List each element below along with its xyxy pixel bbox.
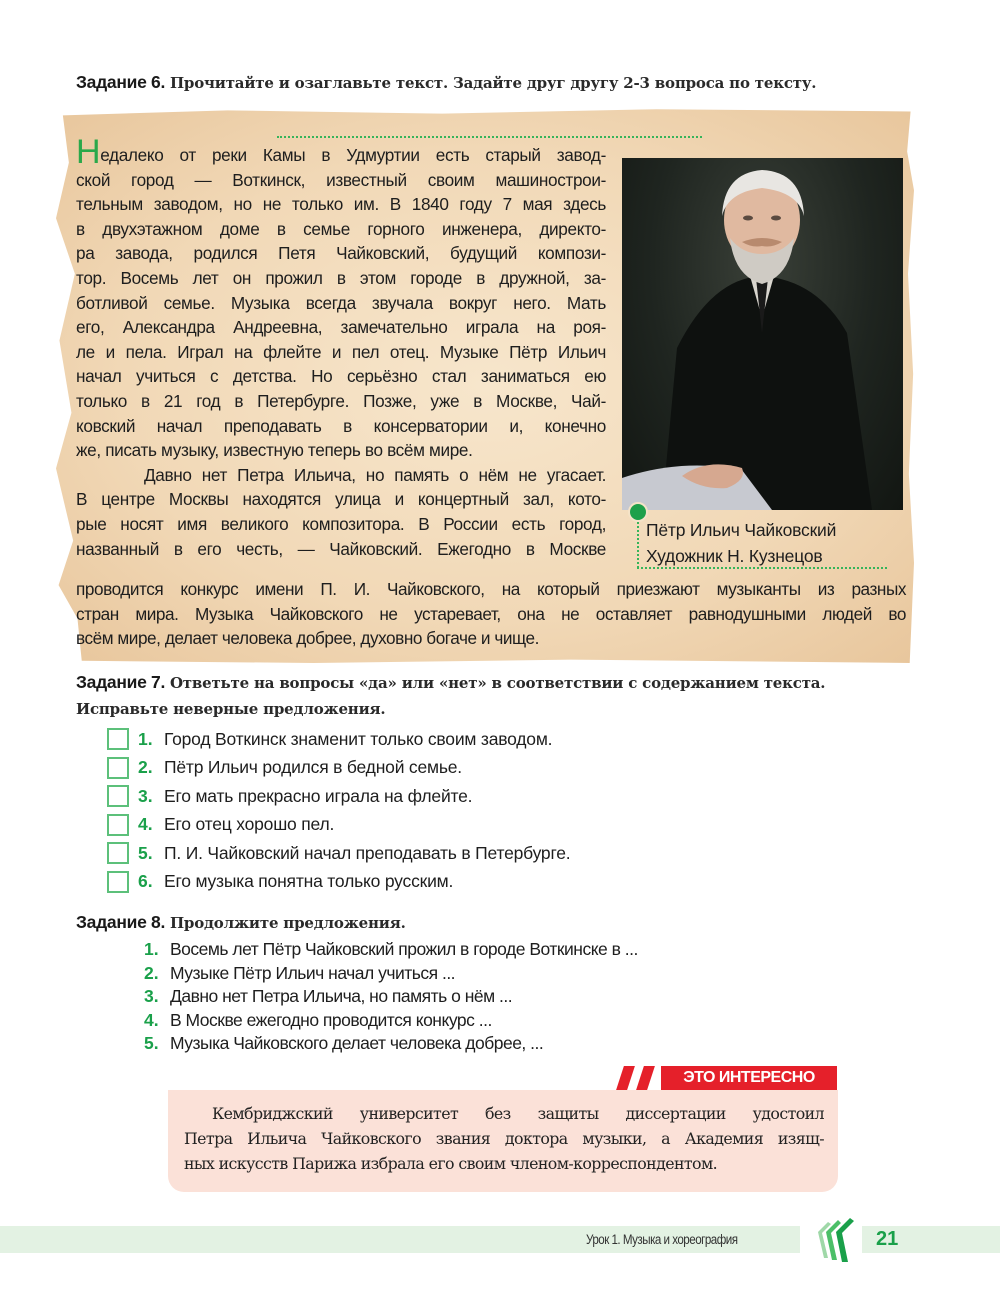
- story-line: рые носят имя великого композитора. В России есть город,: [76, 513, 606, 534]
- story-line: ле и пела. Играл на флейте и пел отец. Музыке Пётр Ильич: [76, 341, 606, 362]
- story-line: Давно нет Петра Ильича, но память о нём не угасает.: [144, 464, 606, 485]
- task7-instruction: Ответьте на вопросы «да» или «нет» в соответствии с содержанием текста.: [169, 674, 826, 692]
- task6-heading: [76, 70, 816, 96]
- item-text: Музыка Чайковского делает человека добрее, ...: [170, 1033, 544, 1054]
- item-text: П. И. Чайковский начал преподавать в Петербурге.: [164, 842, 571, 863]
- story-line: проводится конкурс имени П. И. Чайковского, на который приезжают музыканты из разных: [76, 579, 906, 599]
- item-number: 1.: [144, 939, 159, 959]
- item-text: Музыке Пётр Ильич начал учиться ...: [170, 962, 456, 983]
- task7-list: [107, 725, 570, 896]
- item-number: 5.: [144, 1033, 159, 1054]
- story-line: ской город — Воткинск, известный своим машинострои-: [76, 169, 606, 190]
- title-placeholder-line: [277, 136, 702, 138]
- item-text: Давно нет Петра Ильича, но память о нём ...: [170, 986, 513, 1007]
- portrait-image: [622, 158, 903, 510]
- dropcap: Н: [76, 133, 101, 171]
- story-line: В центре Москвы находятся улица и концертный зал, кото-: [76, 489, 606, 510]
- list-item: [144, 962, 638, 986]
- portrait-painting: [622, 158, 903, 510]
- story-line: ковский начал преподавать в консерватории и, конечно: [76, 415, 606, 436]
- item-text: Город Воткинск знаменит только своим заводом.: [164, 728, 553, 749]
- list-item: [107, 725, 570, 754]
- lesson-title: Урок 1. Музыка и хореография: [586, 1232, 738, 1247]
- item-text: Восемь лет Пётр Чайковский прожил в городе Воткинске в ...: [170, 939, 638, 959]
- list-item: [107, 811, 570, 840]
- list-item: [107, 839, 570, 868]
- caption-name: Пётр Ильич Чайковский: [646, 520, 837, 540]
- answer-checkbox[interactable]: [107, 842, 129, 864]
- answer-checkbox[interactable]: [107, 785, 129, 807]
- list-item: [107, 754, 570, 783]
- story-line: начал учиться с детства. Но серьёзно стал заниматься ею: [76, 366, 606, 387]
- item-number: 3.: [144, 986, 159, 1007]
- story-line: в двухэтажном доме в семье горного инженера, директо-: [76, 218, 606, 239]
- item-text: Его мать прекрасно играла на флейте.: [164, 785, 473, 806]
- badge-stripe: [636, 1066, 655, 1090]
- task8-label: Задание 8.: [76, 912, 166, 932]
- story-line: тельным заводом, но не только им. В 1840 году 7 мая здесь: [76, 194, 606, 215]
- answer-checkbox[interactable]: [107, 871, 129, 893]
- list-item: [144, 1009, 638, 1033]
- list-item: [107, 782, 570, 811]
- portrait-caption: [646, 517, 836, 569]
- answer-checkbox[interactable]: [107, 757, 129, 779]
- item-number: 2.: [144, 962, 159, 983]
- list-item: [144, 985, 638, 1009]
- caption-line: [637, 522, 639, 568]
- list-item: [144, 938, 638, 962]
- task8-instruction: Продолжите предложения.: [169, 914, 406, 932]
- page-number: 21: [876, 1228, 899, 1250]
- item-number: 5.: [138, 842, 153, 863]
- fact-line: Петра Ильича Чайковского звания доктора музыки, а Академия изящ-: [184, 1129, 824, 1148]
- story-line: всём мире, делает человека добрее, духовно богаче и чище.: [76, 628, 539, 649]
- story-text: [76, 133, 606, 561]
- story-text-wide: [76, 577, 906, 651]
- badge-label: ЭТО ИНТЕРЕСНО: [661, 1066, 837, 1090]
- story-line: ра завода, родился Петя Чайковский, будущий компози-: [76, 243, 606, 264]
- item-number: 3.: [138, 785, 153, 806]
- task7-instruction-2: Исправьте неверные предложения.: [76, 700, 386, 718]
- story-line: тор. Восемь лет он прожил в этом городе в дружной, за-: [76, 267, 606, 288]
- answer-checkbox[interactable]: [107, 814, 129, 836]
- fact-text: [184, 1101, 824, 1176]
- item-number: 2.: [138, 757, 153, 778]
- item-text: Его отец хорошо пел.: [164, 814, 335, 835]
- task8-list: [144, 938, 638, 1056]
- task8-heading: [76, 910, 406, 936]
- story-line: его, Александра Андреевна, замечательно играла на роя-: [76, 317, 606, 338]
- fact-line: ных искусств Парижа избрала его своим членом-корреспондентом.: [184, 1154, 718, 1173]
- task6-label: Задание 6.: [76, 72, 166, 92]
- story-line: ботливой семье. Музыка всегда звучала вокруг него. Мать: [76, 292, 606, 313]
- item-number: 1.: [138, 728, 153, 749]
- badge-stripe: [616, 1066, 635, 1090]
- task7-label: Задание 7.: [76, 672, 166, 692]
- item-text: Пётр Ильич родился в бедной семье.: [164, 757, 462, 778]
- story-line: же, писать музыку, известную теперь во всём мире.: [76, 440, 473, 461]
- story-line: только в 21 год в Петербурге. Позже, уже в Москве, Чай-: [76, 390, 606, 411]
- caption-artist: Художник Н. Кузнецов: [646, 546, 823, 566]
- list-item: [144, 1032, 638, 1056]
- list-item: [107, 868, 570, 897]
- item-number: 4.: [138, 814, 153, 835]
- story-line: едалеко от реки Камы в Удмуртии есть старый завод-: [100, 145, 606, 165]
- story-line: названный в его честь, — Чайковский. Ежегодно в Москве: [76, 538, 606, 559]
- item-number: 6.: [138, 871, 153, 892]
- item-number: 4.: [144, 1009, 159, 1030]
- story-line: стран мира. Музыка Чайковского не устаревает, она не оставляет равнодушными людей во: [76, 603, 906, 624]
- answer-checkbox[interactable]: [107, 728, 129, 750]
- task6-instruction: Прочитайте и озаглавьте текст. Задайте друг другу 2-3 вопроса по тексту.: [169, 74, 817, 92]
- caption-marker-icon: [628, 502, 648, 522]
- fact-line: Кембриджский университет без защиты диссертации удостоил: [212, 1104, 824, 1123]
- chevron-logo-icon: [814, 1218, 860, 1262]
- item-text: Его музыка понятна только русским.: [164, 871, 454, 892]
- item-text: В Москве ежегодно проводится конкурс ...: [170, 1009, 492, 1030]
- task7-heading: [76, 670, 825, 722]
